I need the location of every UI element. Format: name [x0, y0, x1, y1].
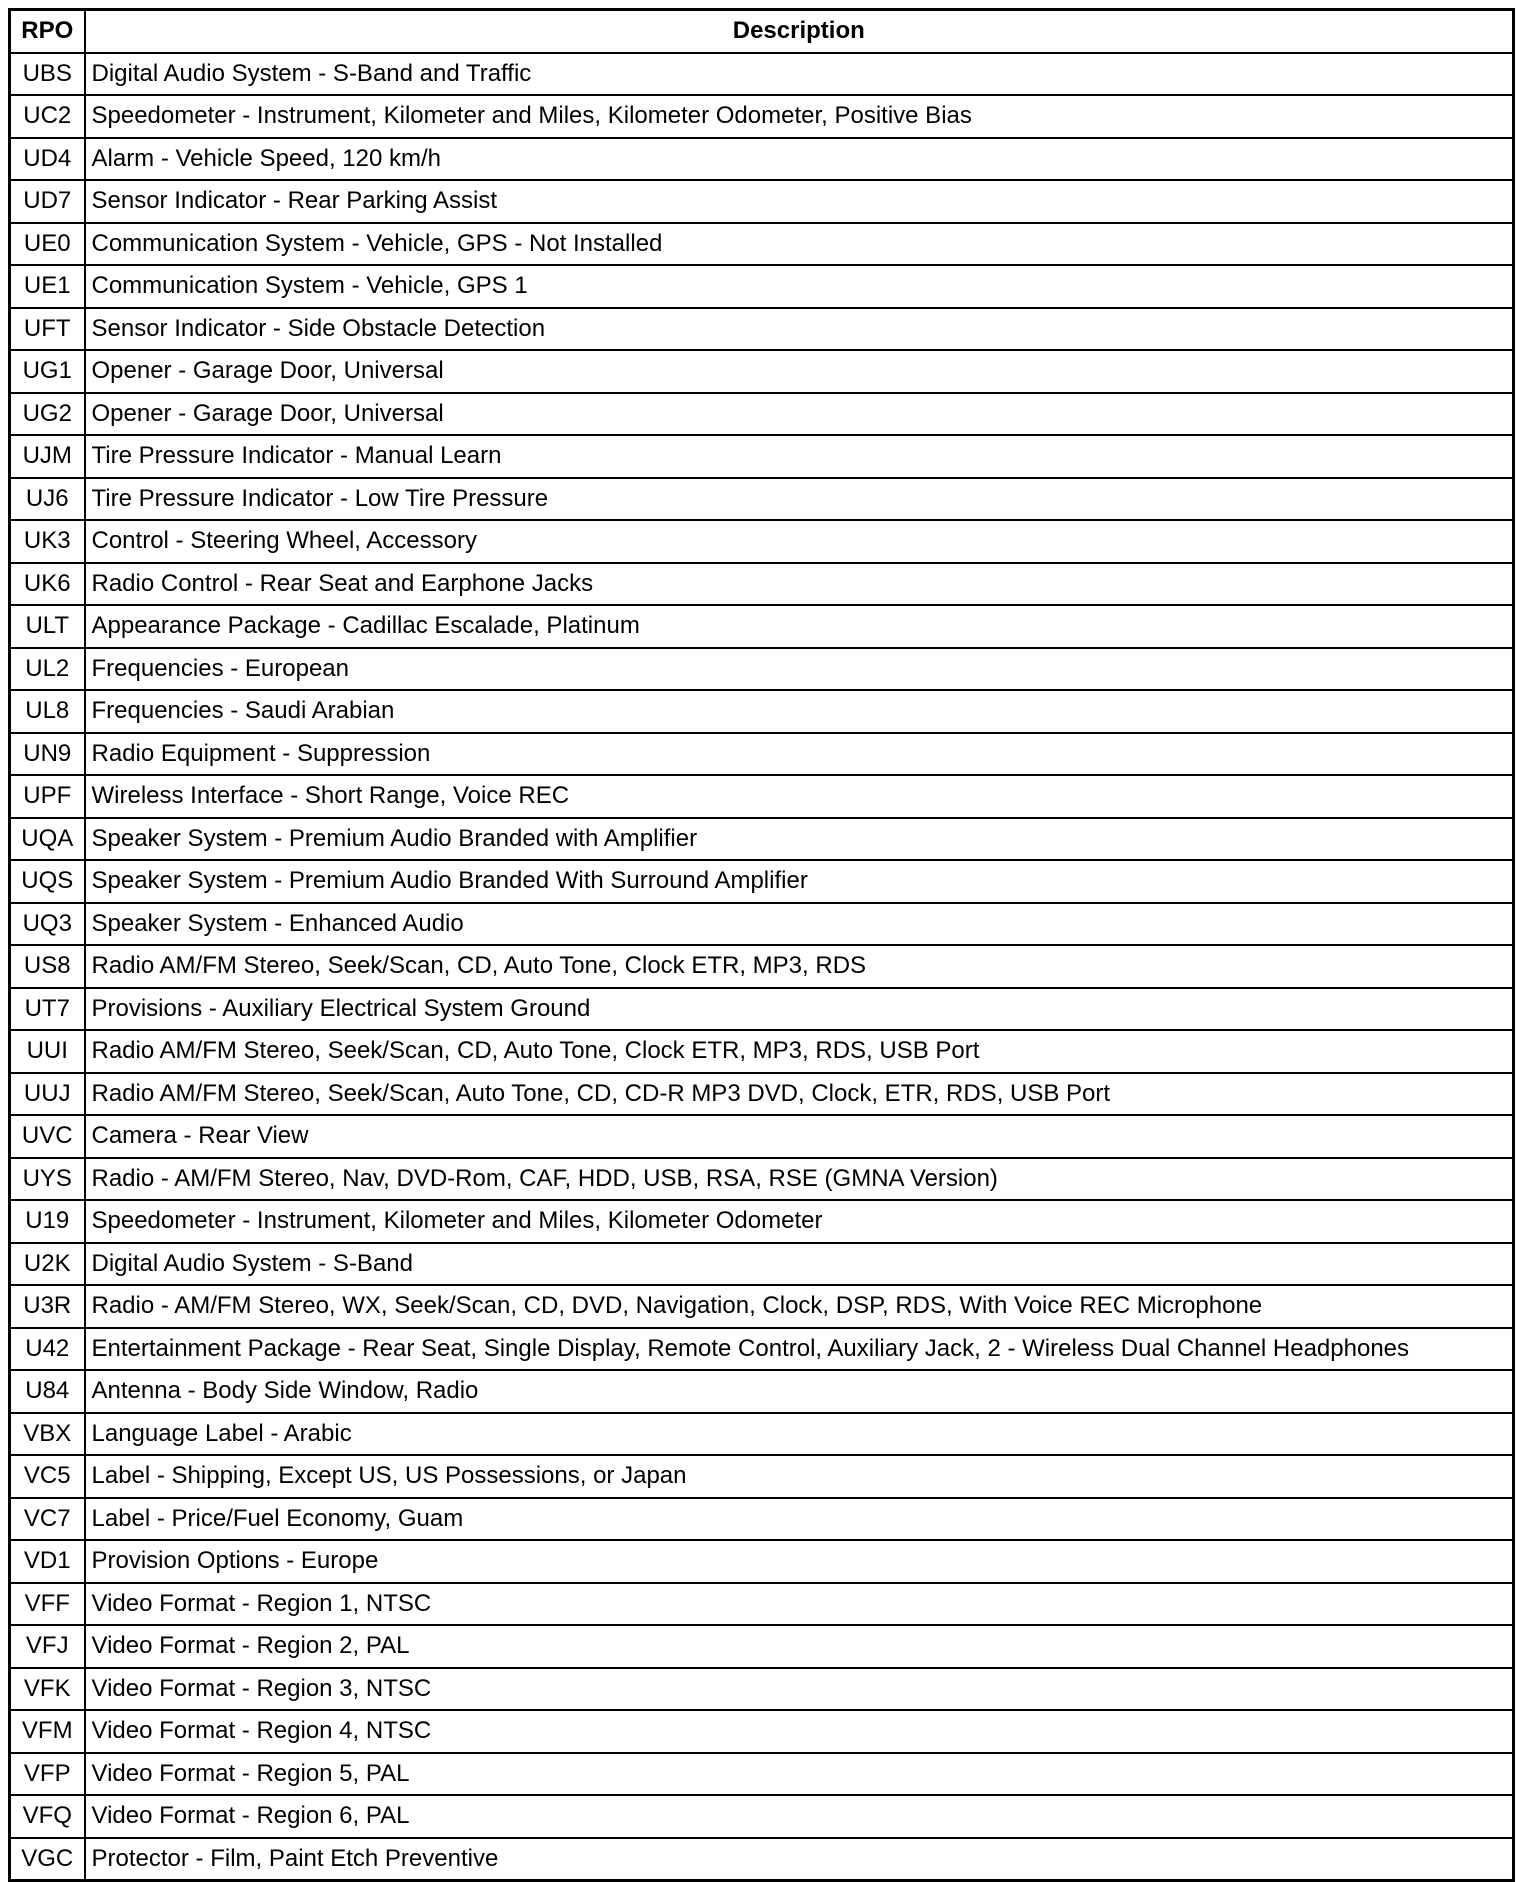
- description-cell: Speedometer - Instrument, Kilometer and Miles, Kilometer Odometer, Positive Bias: [85, 95, 1514, 138]
- header-description: Description: [85, 10, 1514, 53]
- description-cell: Speaker System - Premium Audio Branded With Surround Amplifier: [85, 860, 1514, 903]
- description-cell: Radio - AM/FM Stereo, WX, Seek/Scan, CD, DVD, Navigation, Clock, DSP, RDS, With Voice REC Microphone: [85, 1285, 1514, 1328]
- rpo-code-cell: UBS: [10, 53, 85, 96]
- rpo-code-cell: VFM: [10, 1710, 85, 1753]
- table-row: [10, 1115, 1514, 1158]
- description-cell: Provisions - Auxiliary Electrical System Ground: [85, 988, 1514, 1031]
- description-cell: Communication System - Vehicle, GPS - Not Installed: [85, 223, 1514, 266]
- table-row: [10, 690, 1514, 733]
- table-row: [10, 605, 1514, 648]
- description-cell: Appearance Package - Cadillac Escalade, Platinum: [85, 605, 1514, 648]
- table-row: [10, 775, 1514, 818]
- description-cell: Video Format - Region 3, NTSC: [85, 1668, 1514, 1711]
- table-row: [10, 478, 1514, 521]
- table-row: [10, 180, 1514, 223]
- table-row: [10, 1030, 1514, 1073]
- table-row: [10, 95, 1514, 138]
- rpo-code-cell: UVC: [10, 1115, 85, 1158]
- rpo-code-cell: U2K: [10, 1243, 85, 1286]
- rpo-code-cell: UYS: [10, 1158, 85, 1201]
- rpo-table: [8, 8, 1515, 1882]
- table-row: [10, 1413, 1514, 1456]
- table-body: [10, 53, 1514, 1881]
- rpo-code-cell: VFK: [10, 1668, 85, 1711]
- description-cell: Video Format - Region 6, PAL: [85, 1795, 1514, 1838]
- rpo-code-cell: U19: [10, 1200, 85, 1243]
- table-row: [10, 223, 1514, 266]
- description-cell: Camera - Rear View: [85, 1115, 1514, 1158]
- description-cell: Sensor Indicator - Rear Parking Assist: [85, 180, 1514, 223]
- table-row: [10, 945, 1514, 988]
- description-cell: Radio Control - Rear Seat and Earphone Jacks: [85, 563, 1514, 606]
- table-row: [10, 1073, 1514, 1116]
- table-row: [10, 860, 1514, 903]
- description-cell: Video Format - Region 4, NTSC: [85, 1710, 1514, 1753]
- table-row: [10, 1243, 1514, 1286]
- description-cell: Alarm - Vehicle Speed, 120 km/h: [85, 138, 1514, 181]
- table-row: [10, 1795, 1514, 1838]
- description-cell: Radio - AM/FM Stereo, Nav, DVD-Rom, CAF, HDD, USB, RSA, RSE (GMNA Version): [85, 1158, 1514, 1201]
- rpo-code-cell: UPF: [10, 775, 85, 818]
- rpo-code-cell: UQA: [10, 818, 85, 861]
- table-row: [10, 903, 1514, 946]
- description-cell: Video Format - Region 1, NTSC: [85, 1583, 1514, 1626]
- rpo-code-cell: VC7: [10, 1498, 85, 1541]
- description-cell: Antenna - Body Side Window, Radio: [85, 1370, 1514, 1413]
- rpo-code-cell: UK3: [10, 520, 85, 563]
- table-row: [10, 733, 1514, 776]
- table-header-row: [10, 10, 1514, 53]
- description-cell: Control - Steering Wheel, Accessory: [85, 520, 1514, 563]
- table-row: [10, 53, 1514, 96]
- table-row: [10, 1540, 1514, 1583]
- description-cell: Speaker System - Enhanced Audio: [85, 903, 1514, 946]
- header-rpo: RPO: [10, 10, 85, 53]
- rpo-code-cell: UN9: [10, 733, 85, 776]
- table-row: [10, 1285, 1514, 1328]
- table-row: [10, 988, 1514, 1031]
- description-cell: Language Label - Arabic: [85, 1413, 1514, 1456]
- description-cell: Sensor Indicator - Side Obstacle Detection: [85, 308, 1514, 351]
- rpo-code-cell: UL2: [10, 648, 85, 691]
- description-cell: Wireless Interface - Short Range, Voice REC: [85, 775, 1514, 818]
- description-cell: Radio AM/FM Stereo, Seek/Scan, CD, Auto Tone, Clock ETR, MP3, RDS, USB Port: [85, 1030, 1514, 1073]
- rpo-code-cell: VFF: [10, 1583, 85, 1626]
- rpo-code-cell: UUI: [10, 1030, 85, 1073]
- rpo-code-cell: UJ6: [10, 478, 85, 521]
- rpo-code-cell: UT7: [10, 988, 85, 1031]
- table-row: [10, 1583, 1514, 1626]
- description-cell: Speaker System - Premium Audio Branded with Amplifier: [85, 818, 1514, 861]
- description-cell: Communication System - Vehicle, GPS 1: [85, 265, 1514, 308]
- table-row: [10, 1455, 1514, 1498]
- description-cell: Tire Pressure Indicator - Manual Learn: [85, 435, 1514, 478]
- table-row: [10, 648, 1514, 691]
- rpo-code-cell: UC2: [10, 95, 85, 138]
- rpo-code-cell: VBX: [10, 1413, 85, 1456]
- description-cell: Entertainment Package - Rear Seat, Single Display, Remote Control, Auxiliary Jack, 2 - Wireless Dual Channel Headphones: [85, 1328, 1514, 1371]
- table-row: [10, 393, 1514, 436]
- description-cell: Digital Audio System - S-Band and Traffic: [85, 53, 1514, 96]
- table-row: [10, 818, 1514, 861]
- rpo-code-cell: U84: [10, 1370, 85, 1413]
- table-row: [10, 1838, 1514, 1881]
- rpo-code-cell: U42: [10, 1328, 85, 1371]
- table-row: [10, 265, 1514, 308]
- table-row: [10, 520, 1514, 563]
- description-cell: Frequencies - European: [85, 648, 1514, 691]
- description-cell: Video Format - Region 5, PAL: [85, 1753, 1514, 1796]
- rpo-code-cell: UQ3: [10, 903, 85, 946]
- table-row: [10, 308, 1514, 351]
- rpo-code-cell: UK6: [10, 563, 85, 606]
- rpo-code-cell: VFQ: [10, 1795, 85, 1838]
- rpo-code-cell: UD4: [10, 138, 85, 181]
- description-cell: Opener - Garage Door, Universal: [85, 393, 1514, 436]
- rpo-code-cell: VC5: [10, 1455, 85, 1498]
- table-row: [10, 1158, 1514, 1201]
- description-cell: Label - Price/Fuel Economy, Guam: [85, 1498, 1514, 1541]
- table-row: [10, 563, 1514, 606]
- rpo-code-cell: US8: [10, 945, 85, 988]
- rpo-code-cell: UQS: [10, 860, 85, 903]
- table-row: [10, 1753, 1514, 1796]
- description-cell: Frequencies - Saudi Arabian: [85, 690, 1514, 733]
- rpo-code-cell: UJM: [10, 435, 85, 478]
- rpo-code-cell: UL8: [10, 690, 85, 733]
- rpo-code-cell: UFT: [10, 308, 85, 351]
- description-cell: Radio Equipment - Suppression: [85, 733, 1514, 776]
- rpo-code-cell: VGC: [10, 1838, 85, 1881]
- table-row: [10, 1498, 1514, 1541]
- description-cell: Radio AM/FM Stereo, Seek/Scan, CD, Auto Tone, Clock ETR, MP3, RDS: [85, 945, 1514, 988]
- rpo-code-cell: VFP: [10, 1753, 85, 1796]
- table-row: [10, 1668, 1514, 1711]
- description-cell: Digital Audio System - S-Band: [85, 1243, 1514, 1286]
- rpo-code-cell: UUJ: [10, 1073, 85, 1116]
- rpo-code-cell: UD7: [10, 180, 85, 223]
- description-cell: Label - Shipping, Except US, US Possessions, or Japan: [85, 1455, 1514, 1498]
- rpo-code-cell: VFJ: [10, 1625, 85, 1668]
- description-cell: Provision Options - Europe: [85, 1540, 1514, 1583]
- table-row: [10, 1370, 1514, 1413]
- table-row: [10, 350, 1514, 393]
- rpo-code-cell: UE0: [10, 223, 85, 266]
- table-row: [10, 1710, 1514, 1753]
- description-cell: Video Format - Region 2, PAL: [85, 1625, 1514, 1668]
- rpo-code-cell: UG1: [10, 350, 85, 393]
- table-row: [10, 138, 1514, 181]
- description-cell: Radio AM/FM Stereo, Seek/Scan, Auto Tone, CD, CD-R MP3 DVD, Clock, ETR, RDS, USB Port: [85, 1073, 1514, 1116]
- rpo-code-cell: UE1: [10, 265, 85, 308]
- description-cell: Speedometer - Instrument, Kilometer and Miles, Kilometer Odometer: [85, 1200, 1514, 1243]
- rpo-code-cell: VD1: [10, 1540, 85, 1583]
- table-row: [10, 435, 1514, 478]
- rpo-code-cell: U3R: [10, 1285, 85, 1328]
- description-cell: Opener - Garage Door, Universal: [85, 350, 1514, 393]
- rpo-code-cell: UG2: [10, 393, 85, 436]
- table-row: [10, 1200, 1514, 1243]
- description-cell: Protector - Film, Paint Etch Preventive: [85, 1838, 1514, 1881]
- table-row: [10, 1328, 1514, 1371]
- description-cell: Tire Pressure Indicator - Low Tire Pressure: [85, 478, 1514, 521]
- rpo-code-cell: ULT: [10, 605, 85, 648]
- table-row: [10, 1625, 1514, 1668]
